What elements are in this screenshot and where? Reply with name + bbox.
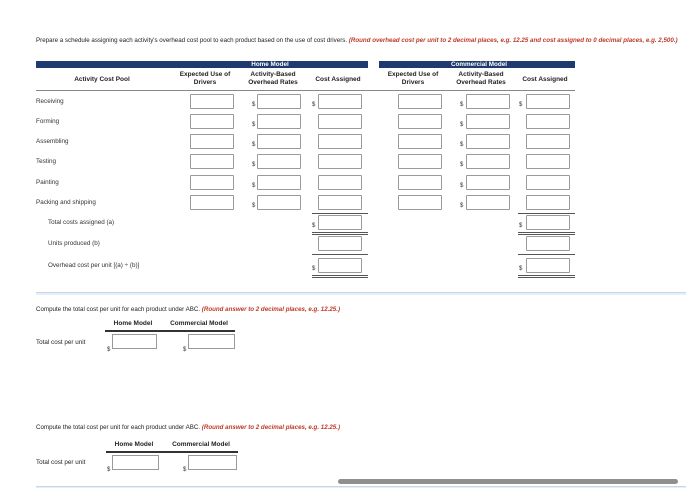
- dollar-sign: $: [460, 162, 464, 168]
- row-label-receiving: Receiving: [36, 98, 64, 105]
- commercial-cost-painting[interactable]: [526, 175, 570, 190]
- overhead-per-unit-label: Overhead cost per unit [(a) ÷ (b)]: [48, 262, 140, 269]
- q3-col-home: Home Model: [114, 441, 154, 448]
- commercial-rate-packing[interactable]: [466, 195, 510, 210]
- q3-header-rule: [106, 451, 238, 453]
- home-expected-use-forming[interactable]: [190, 114, 234, 129]
- commercial-cost-testing[interactable]: [526, 154, 570, 169]
- home-expected-use-testing[interactable]: [190, 154, 234, 169]
- horizontal-scrollbar[interactable]: [338, 479, 678, 484]
- sum-rule-home: [312, 213, 368, 214]
- q2-commercial-total-cost-input[interactable]: [188, 334, 235, 349]
- commercial-expected-use-painting[interactable]: [398, 175, 442, 190]
- q2-total-cost-label: Total cost per unit: [36, 339, 86, 346]
- commercial-rate-assembling[interactable]: [466, 134, 510, 149]
- bottom-divider: [36, 486, 686, 488]
- q3-title-text: Compute the total cost per unit for each product under ABC.: [36, 424, 201, 431]
- row-label-forming: Forming: [36, 118, 60, 125]
- home-model-title: Home Model: [251, 61, 289, 68]
- home-units-produced[interactable]: [318, 236, 362, 251]
- dollar-sign: $: [252, 203, 256, 209]
- q2-col-home: Home Model: [113, 320, 153, 327]
- dollar-sign: $: [252, 183, 256, 189]
- q2-home-total-cost-input[interactable]: [112, 334, 157, 349]
- commercial-units-produced[interactable]: [526, 236, 570, 251]
- dollar-sign: $: [460, 122, 464, 128]
- home-cost-assembling[interactable]: [318, 134, 362, 149]
- home-expected-use-packing[interactable]: [190, 195, 234, 210]
- home-cost-packing[interactable]: [318, 195, 362, 210]
- col-cost-assigned-home: Cost Assigned: [315, 76, 361, 83]
- q2-rounding-note: (Round answer to 2 decimal places, e.g. 12.25.): [201, 306, 341, 313]
- q3-rounding-note: (Round answer to 2 decimal places, e.g. 12.25.): [201, 424, 341, 431]
- double-rule-commercial-2: [518, 275, 575, 278]
- sum-rule-home-2: [312, 254, 368, 255]
- sum-rule-commercial: [518, 213, 575, 214]
- home-rate-painting[interactable]: [257, 175, 301, 190]
- commercial-cost-forming[interactable]: [526, 114, 570, 129]
- commercial-expected-use-assembling[interactable]: [398, 134, 442, 149]
- dollar-sign: $: [252, 162, 256, 168]
- q3-instructions: [36, 424, 340, 431]
- q3-col-commercial: Commercial Model: [172, 441, 230, 448]
- row-label-packing-shipping: Packing and shipping: [36, 199, 96, 206]
- col-expected-use-home: Expected Use of Drivers: [179, 71, 231, 86]
- home-expected-use-receiving[interactable]: [190, 94, 234, 109]
- double-rule-commercial: [518, 232, 575, 235]
- dollar-sign: $: [312, 223, 316, 229]
- row-label-testing: Testing: [36, 158, 56, 165]
- rounding-note: (Round overhead cost per unit to 2 decimal places, e.g. 12.25 and cost assigned to 0 decimal places, e.g. 2,500.): [348, 37, 678, 44]
- dollar-sign: $: [460, 102, 464, 108]
- double-rule-home: [312, 232, 368, 235]
- instructions: [36, 37, 686, 45]
- dollar-sign: $: [252, 122, 256, 128]
- commercial-rate-receiving[interactable]: [466, 94, 510, 109]
- row-label-painting: Painting: [36, 179, 59, 186]
- home-rate-packing[interactable]: [257, 195, 301, 210]
- dollar-sign: $: [312, 102, 316, 108]
- header-rule: [36, 90, 575, 91]
- dollar-sign: $: [519, 266, 523, 272]
- dollar-sign: $: [183, 347, 187, 353]
- home-cost-testing[interactable]: [318, 154, 362, 169]
- home-expected-use-assembling[interactable]: [190, 134, 234, 149]
- col-activity-cost-pool: Activity Cost Pool: [74, 76, 130, 83]
- commercial-rate-testing[interactable]: [466, 154, 510, 169]
- home-rate-receiving[interactable]: [257, 94, 301, 109]
- q2-instructions: [36, 306, 340, 313]
- home-model-header: [36, 61, 368, 68]
- q2-col-commercial: Commercial Model: [170, 320, 228, 327]
- dollar-sign: $: [519, 223, 523, 229]
- home-cost-receiving[interactable]: [318, 94, 362, 109]
- commercial-model-header: [379, 61, 575, 68]
- commercial-expected-use-testing[interactable]: [398, 154, 442, 169]
- dollar-sign: $: [252, 142, 256, 148]
- dollar-sign: $: [312, 266, 316, 272]
- commercial-overhead-per-unit[interactable]: [526, 258, 570, 273]
- dollar-sign: $: [460, 203, 464, 209]
- commercial-cost-assembling[interactable]: [526, 134, 570, 149]
- row-label-assembling: Assembling: [36, 138, 69, 145]
- home-rate-assembling[interactable]: [257, 134, 301, 149]
- q3-home-total-cost-input[interactable]: [112, 455, 159, 470]
- dollar-sign: $: [460, 142, 464, 148]
- commercial-model-title: Commercial Model: [451, 61, 507, 68]
- total-costs-label: Total costs assigned (a): [48, 219, 115, 226]
- q3-total-cost-label: Total cost per unit: [36, 459, 86, 466]
- dollar-sign: $: [107, 347, 111, 353]
- commercial-expected-use-packing[interactable]: [398, 195, 442, 210]
- home-rate-forming[interactable]: [257, 114, 301, 129]
- dollar-sign: $: [519, 102, 523, 108]
- col-rates-commercial: Activity-Based Overhead Rates: [456, 71, 506, 86]
- home-cost-painting[interactable]: [318, 175, 362, 190]
- q2-title-text: Compute the total cost per unit for each product under ABC.: [36, 306, 201, 313]
- units-produced-label: Units produced (b): [48, 240, 100, 247]
- sum-rule-commercial-2: [518, 254, 575, 255]
- section-divider: [36, 292, 686, 295]
- commercial-cost-receiving[interactable]: [526, 94, 570, 109]
- q2-header-rule: [105, 330, 235, 332]
- col-cost-assigned-commercial: Cost Assigned: [522, 76, 568, 83]
- home-rate-testing[interactable]: [257, 154, 301, 169]
- home-total-costs[interactable]: [318, 215, 362, 230]
- commercial-rate-forming[interactable]: [466, 114, 510, 129]
- commercial-cost-packing[interactable]: [526, 195, 570, 210]
- commercial-expected-use-forming[interactable]: [398, 114, 442, 129]
- home-cost-forming[interactable]: [318, 114, 362, 129]
- commercial-total-costs[interactable]: [526, 215, 570, 230]
- col-rates-home: Activity-Based Overhead Rates: [248, 71, 298, 86]
- dollar-sign: $: [107, 467, 111, 473]
- col-expected-use-commercial: Expected Use of Drivers: [387, 71, 439, 86]
- dollar-sign: $: [460, 183, 464, 189]
- commercial-rate-painting[interactable]: [466, 175, 510, 190]
- double-rule-home-2: [312, 275, 368, 278]
- dollar-sign: $: [183, 467, 187, 473]
- dollar-sign: $: [252, 102, 256, 108]
- home-expected-use-painting[interactable]: [190, 175, 234, 190]
- commercial-expected-use-receiving[interactable]: [398, 94, 442, 109]
- home-overhead-per-unit[interactable]: [318, 258, 362, 273]
- instructions-text: Prepare a schedule assigning each activity's overhead cost pool to each product based on the use of cost drivers.: [36, 37, 348, 44]
- q3-commercial-total-cost-input[interactable]: [188, 455, 237, 470]
